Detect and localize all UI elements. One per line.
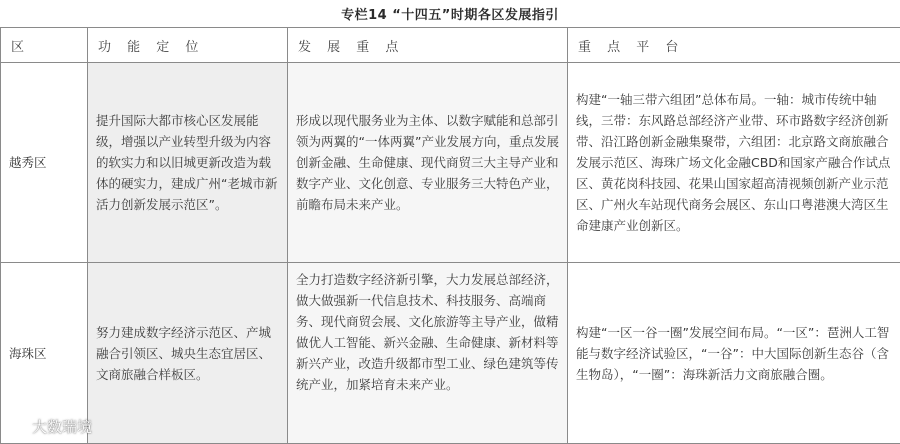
district-cell: 海珠区 [1, 263, 88, 444]
watermark-logo-icon [8, 416, 28, 436]
development-cell: 形成以现代服务业为主体、以数字赋能和总部引领为两翼的“一体两翼”产业发展方向，重点发展创新金融、生命健康、现代商贸三大主导产业和数字产业、文化创意、专业服务三大特色产业，前瞻布局未来产业。 [288, 63, 568, 263]
header-platform: 重 点 平 台 [568, 28, 900, 63]
table-title: 专栏14 “十四五”时期各区发展指引 [0, 4, 900, 23]
platform-cell: 构建“一区一谷一圈”发展空间布局。“一区”：琶洲人工智能与数字经济试验区，“一谷”：中大国际创新生态谷（含生物岛），“一圈”：海珠新活力文商旅融合圈。 [568, 263, 900, 444]
watermark [8, 414, 92, 438]
function-cell: 努力建成数字经济示范区、产城融合引领区、城央生态宜居区、文商旅融合样板区。 [88, 263, 288, 444]
table-row [1, 63, 900, 263]
platform-cell: 构建“一轴三带六组团”总体布局。一轴：城市传统中轴线，三带：东风路总部经济产业带、环市路数字经济创新带、沿江路创新金融集聚带，六组团：北京路文商旅融合发展示范区、海珠广场文化金融CBD和国家产融合作试点区、黄花岗科技园、花果山国家超高清视频创新产业示范区、广州火车站现代商务会展区、东山口粤港澳大湾区生命建康产业创新区。 [568, 63, 900, 263]
header-development: 发 展 重 点 [288, 28, 568, 63]
header-function: 功 能 定 位 [88, 28, 288, 63]
table-row [1, 263, 900, 444]
function-cell: 提升国际大都市核心区发展能级，增强以产业转型升级为内容的软实力和以旧城更新改造为载体的硬实力，建成广州“老城市新活力创新发展示范区”。 [88, 63, 288, 263]
watermark-text: 大数瑞境 [32, 416, 92, 437]
header-row [1, 28, 900, 63]
header-district: 区 [1, 28, 88, 63]
district-guide-table [0, 27, 900, 444]
district-cell: 越秀区 [1, 63, 88, 263]
development-cell: 全力打造数字经济新引擎，大力发展总部经济，做大做强新一代信息技术、科技服务、高端商务、现代商贸会展、文化旅游等主导产业，做精做优人工智能、新兴金融、生命健康、新材料等新兴产业，改造升级都市型工业、绿色建筑等传统产业，加紧培育未来产业。 [288, 263, 568, 444]
